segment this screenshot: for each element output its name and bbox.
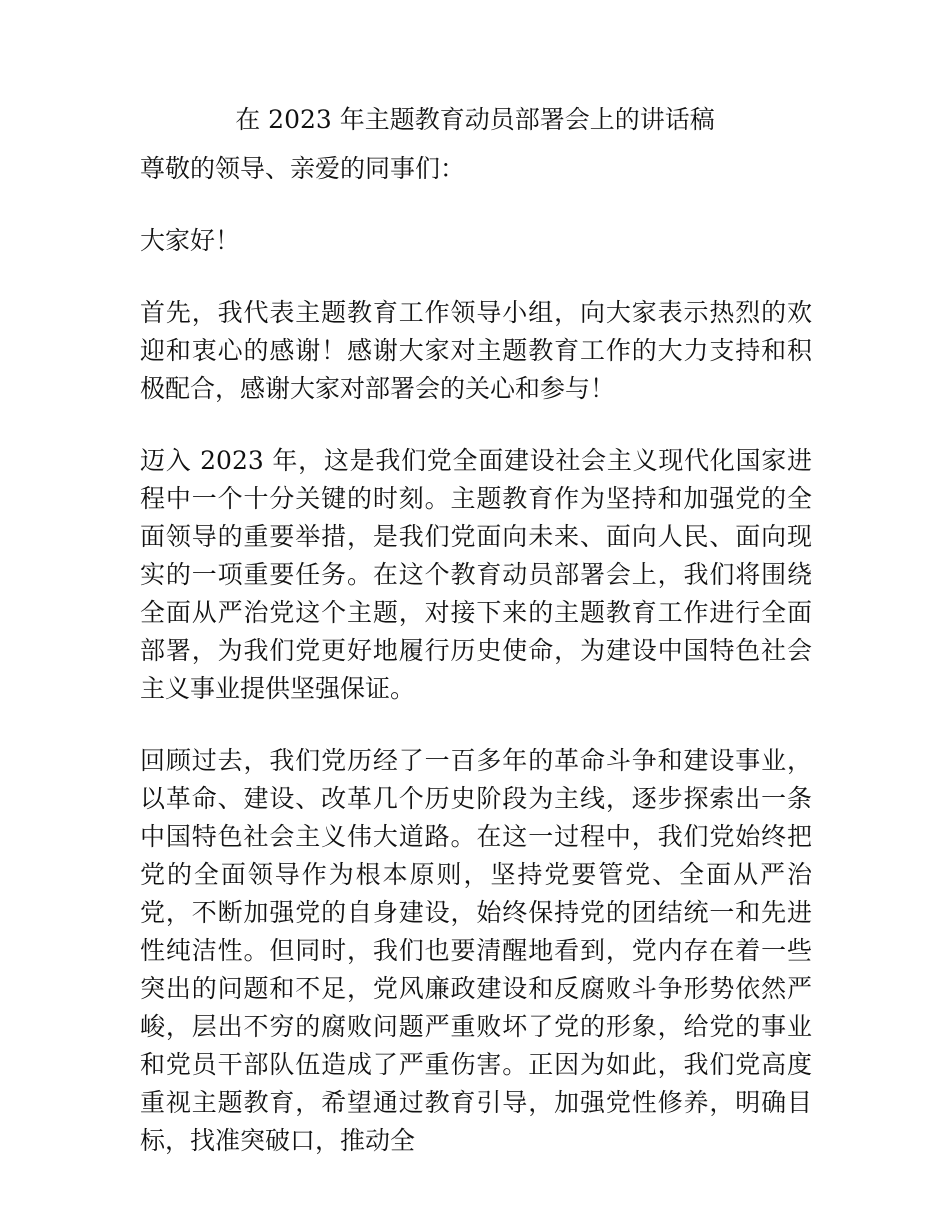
paragraph-greeting: 大家好！ — [140, 226, 241, 255]
document-body — [140, 150, 812, 1160]
document-title: 在 2023 年主题教育动员部署会上的讲话稿 — [235, 105, 715, 134]
paragraph-thanks: 首先，我代表主题教育工作领导小组，向大家表示热烈的欢迎和衷心的感谢！感谢大家对主题教育工作的大力支持和积极配合，感谢大家对部署会的关心和参与！ — [140, 298, 812, 403]
paragraph-review: 回顾过去，我们党历经了一百多年的革命斗争和建设事业，以革命、建设、改革几个历史阶段为主线，逐步探索出一条中国特色社会主义伟大道路。在这一过程中，我们党始终把党的全面领导作为根本原则，坚持党要管党、全面从严治党，不断加强党的自身建设，始终保持党的团结统一和先进性纯洁性。但同时，我们也要清醒地看到，党内存在着一些突出的问题和不足，党风廉政建设和反腐败斗争形势依然严峻，层出不穷的腐败问题严重败坏了党的形象，给党的事业和党员干部队伍造成了严重伤害。正因为如此，我们党高度重视主题教育，希望通过教育引导，加强党性修养，明确目标，找准突破口，推动全 — [140, 746, 812, 1155]
paragraph-2023: 迈入 2023 年，这是我们党全面建设社会主义现代化国家进程中一个十分关键的时刻。主题教育作为坚持和加强党的全面领导的重要举措，是我们党面向未来、面向人民、面向现实的一项重要任务。在这个教育动员部署会上，我们将围绕全面从严治党这个主题，对接下来的主题教育工作进行全面部署，为我们党更好地履行历史使命，为建设中国特色社会主义事业提供坚强保证。 — [140, 446, 812, 703]
paragraph-salutation: 尊敬的领导、亲爱的同事们： — [140, 154, 466, 183]
